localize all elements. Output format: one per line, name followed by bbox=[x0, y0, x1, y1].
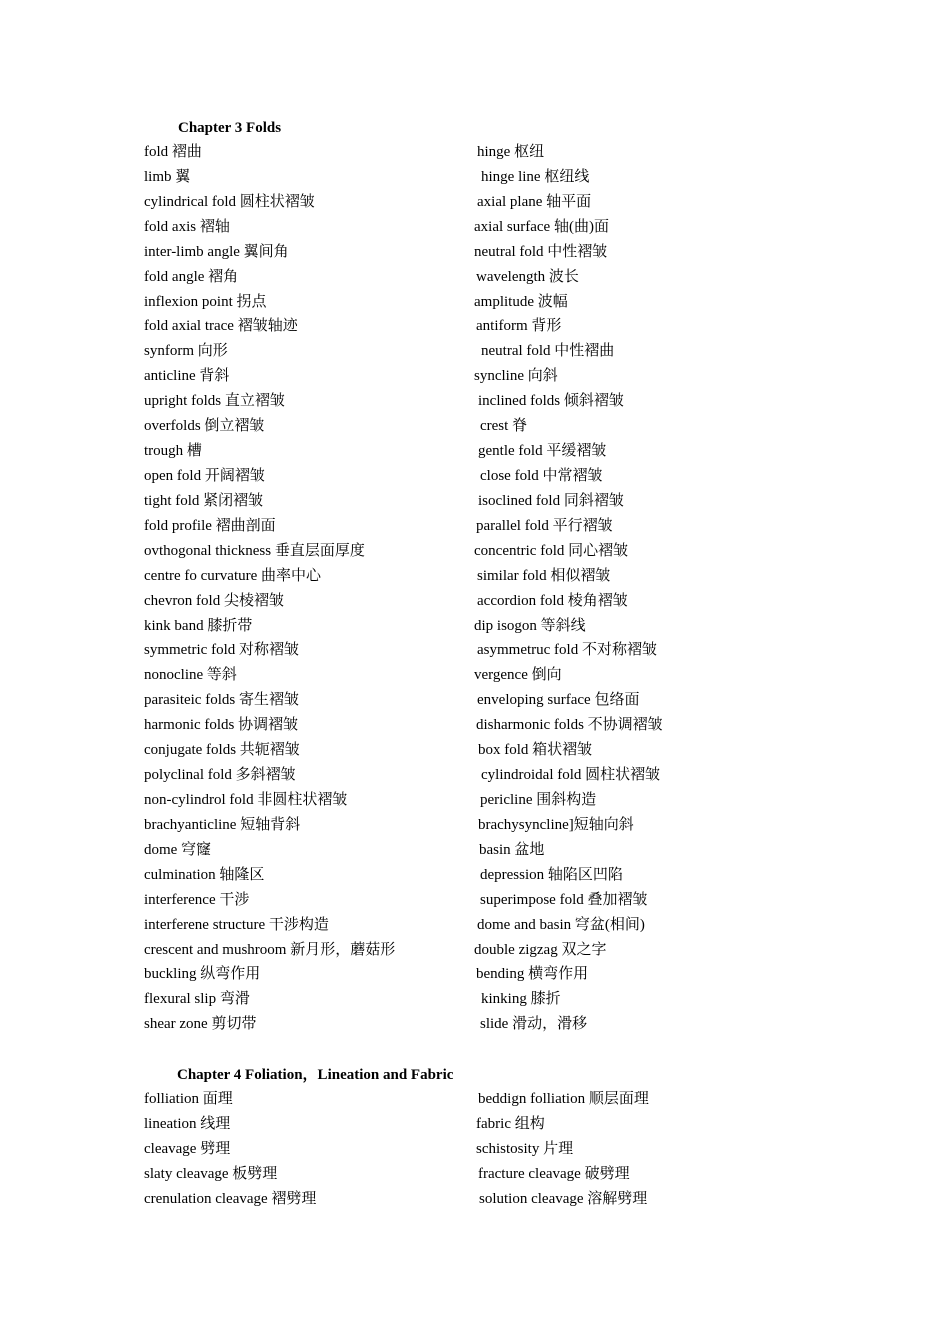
term-entry: folliation 面理 bbox=[144, 1091, 233, 1107]
term-entry: fold 褶曲 bbox=[144, 144, 202, 160]
term-entry: crescent and mushroom 新月形，蘑菇形 bbox=[144, 941, 396, 958]
chapter-3-heading: Chapter 3 Folds bbox=[178, 120, 282, 136]
term-entry: open fold 开阔褶皱 bbox=[144, 467, 265, 484]
term-entry: nonocline 等斜 bbox=[144, 667, 237, 684]
term-entry: hinge 枢纽 bbox=[477, 144, 545, 160]
term-entry: cylindroidal fold 圆柱状褶皱 bbox=[481, 767, 661, 784]
term-entry: crest 脊 bbox=[480, 418, 528, 435]
term-entry: concentric fold 同心褶皱 bbox=[474, 542, 629, 559]
term-entry: cleavage 劈理 bbox=[144, 1140, 231, 1157]
term-entry: trough 槽 bbox=[144, 443, 202, 460]
term-entry: similar fold 相似褶皱 bbox=[477, 567, 611, 584]
term-entry: slaty cleavage 板劈理 bbox=[144, 1165, 278, 1182]
term-entry: flexural slip 弯滑 bbox=[144, 991, 250, 1008]
term-entry: buckling 纵弯作用 bbox=[144, 966, 261, 983]
term-entry: centre fo curvature 曲率中心 bbox=[144, 567, 322, 584]
term-entry: brachysyncline]短轴向斜 bbox=[478, 816, 634, 833]
term-entry: fracture cleavage 破劈理 bbox=[478, 1165, 630, 1182]
chapter-4-right-column bbox=[474, 1087, 894, 1212]
term-entry: close fold 中常褶皱 bbox=[480, 467, 603, 484]
term-entry: wavelength 波长 bbox=[476, 268, 579, 285]
term-entry: kink band 膝折带 bbox=[144, 617, 253, 634]
term-entry: beddign folliation 顺层面理 bbox=[478, 1091, 649, 1107]
term-entry: upright folds 直立褶皱 bbox=[144, 393, 285, 410]
term-entry: schistosity 片理 bbox=[476, 1140, 574, 1157]
term-entry: pericline 围斜构造 bbox=[480, 791, 597, 808]
term-entry: solution cleavage 溶解劈理 bbox=[479, 1190, 648, 1207]
term-entry: crenulation cleavage 褶劈理 bbox=[144, 1190, 317, 1207]
chapter-4-heading: Chapter 4 Foliation，Lineation and Fabric bbox=[177, 1067, 454, 1083]
term-entry: axial surface 轴(曲)面 bbox=[474, 218, 609, 235]
term-entry: gentle fold 平缓褶皱 bbox=[478, 443, 607, 460]
term-entry: fabric 组构 bbox=[476, 1115, 545, 1132]
term-entry: bending 横弯作用 bbox=[476, 966, 589, 983]
term-entry: tight fold 紧闭褶皱 bbox=[144, 492, 264, 509]
term-entry: neutral fold 中性褶皱 bbox=[474, 243, 608, 260]
term-entry: lineation 线理 bbox=[144, 1115, 231, 1132]
term-entry: hinge line 枢纽线 bbox=[481, 168, 590, 185]
term-entry: interference 干涉 bbox=[144, 891, 250, 908]
term-entry: shear zone 剪切带 bbox=[144, 1016, 257, 1033]
term-entry: conjugate folds 共轭褶皱 bbox=[144, 742, 300, 759]
term-entry: fold axis 褶轴 bbox=[144, 218, 230, 235]
term-entry: fold axial trace 褶皱轴迹 bbox=[144, 318, 298, 335]
term-entry: interferene structure 干涉构造 bbox=[144, 916, 329, 933]
term-entry: chevron fold 尖棱褶皱 bbox=[144, 592, 284, 609]
term-entry: basin 盆地 bbox=[479, 841, 545, 858]
term-entry: ovthogonal thickness 垂直层面厚度 bbox=[144, 542, 365, 559]
term-entry: polyclinal fold 多斜褶皱 bbox=[144, 767, 296, 784]
term-entry: kinking 膝折 bbox=[481, 991, 561, 1008]
term-entry: asymmetruc fold 不对称褶皱 bbox=[477, 642, 657, 659]
term-entry: slide 滑动，滑移 bbox=[480, 1016, 588, 1033]
term-entry: superimpose fold 叠加褶皱 bbox=[480, 891, 648, 908]
term-entry: parasiteic folds 寄生褶皱 bbox=[144, 692, 299, 709]
term-entry: symmetric fold 对称褶皱 bbox=[144, 642, 299, 659]
term-entry: brachyanticline 短轴背斜 bbox=[144, 816, 301, 833]
term-entry: limb 翼 bbox=[144, 168, 191, 185]
term-entry: fold angle 褶角 bbox=[144, 268, 239, 285]
term-entry: synform 向形 bbox=[144, 343, 228, 360]
term-entry: antiform 背形 bbox=[476, 318, 562, 335]
term-entry: inclined folds 倾斜褶皱 bbox=[478, 393, 624, 410]
term-entry: anticline 背斜 bbox=[144, 368, 230, 385]
term-entry: neutral fold 中性褶曲 bbox=[481, 343, 615, 360]
term-entry: overfolds 倒立褶皱 bbox=[144, 418, 265, 435]
term-entry: fold profile 褶曲剖面 bbox=[144, 517, 276, 534]
term-entry: accordion fold 棱角褶皱 bbox=[477, 592, 628, 609]
term-entry: dip isogon 等斜线 bbox=[474, 617, 586, 634]
term-entry: axial plane 轴平面 bbox=[477, 193, 592, 210]
term-entry: dome and basin 穹盆(相间) bbox=[477, 916, 645, 933]
term-entry: double zigzag 双之字 bbox=[474, 941, 607, 958]
term-entry: isoclined fold 同斜褶皱 bbox=[478, 492, 624, 509]
term-entry: syncline 向斜 bbox=[474, 368, 558, 385]
term-entry: inter-limb angle 翼间角 bbox=[144, 243, 289, 260]
term-entry: parallel fold 平行褶皱 bbox=[476, 517, 613, 534]
term-entry: non-cylindrol fold 非圆柱状褶皱 bbox=[144, 791, 348, 808]
term-entry: disharmonic folds 不协调褶皱 bbox=[476, 717, 663, 734]
term-entry: dome 穹窿 bbox=[144, 841, 212, 858]
term-entry: harmonic folds 协调褶皱 bbox=[144, 717, 299, 734]
term-entry: vergence 倒向 bbox=[474, 667, 562, 684]
term-entry: enveloping surface 包络面 bbox=[477, 692, 640, 709]
term-entry: culmination 轴隆区 bbox=[144, 866, 265, 883]
term-entry: cylindrical fold 圆柱状褶皱 bbox=[144, 193, 315, 210]
term-entry: box fold 箱状褶皱 bbox=[478, 742, 593, 759]
chapter-3-right-column bbox=[474, 140, 894, 1037]
term-entry: amplitude 波幅 bbox=[474, 293, 568, 310]
term-entry: depression 轴陷区凹陷 bbox=[480, 866, 623, 883]
term-entry: inflexion point 拐点 bbox=[144, 293, 267, 310]
